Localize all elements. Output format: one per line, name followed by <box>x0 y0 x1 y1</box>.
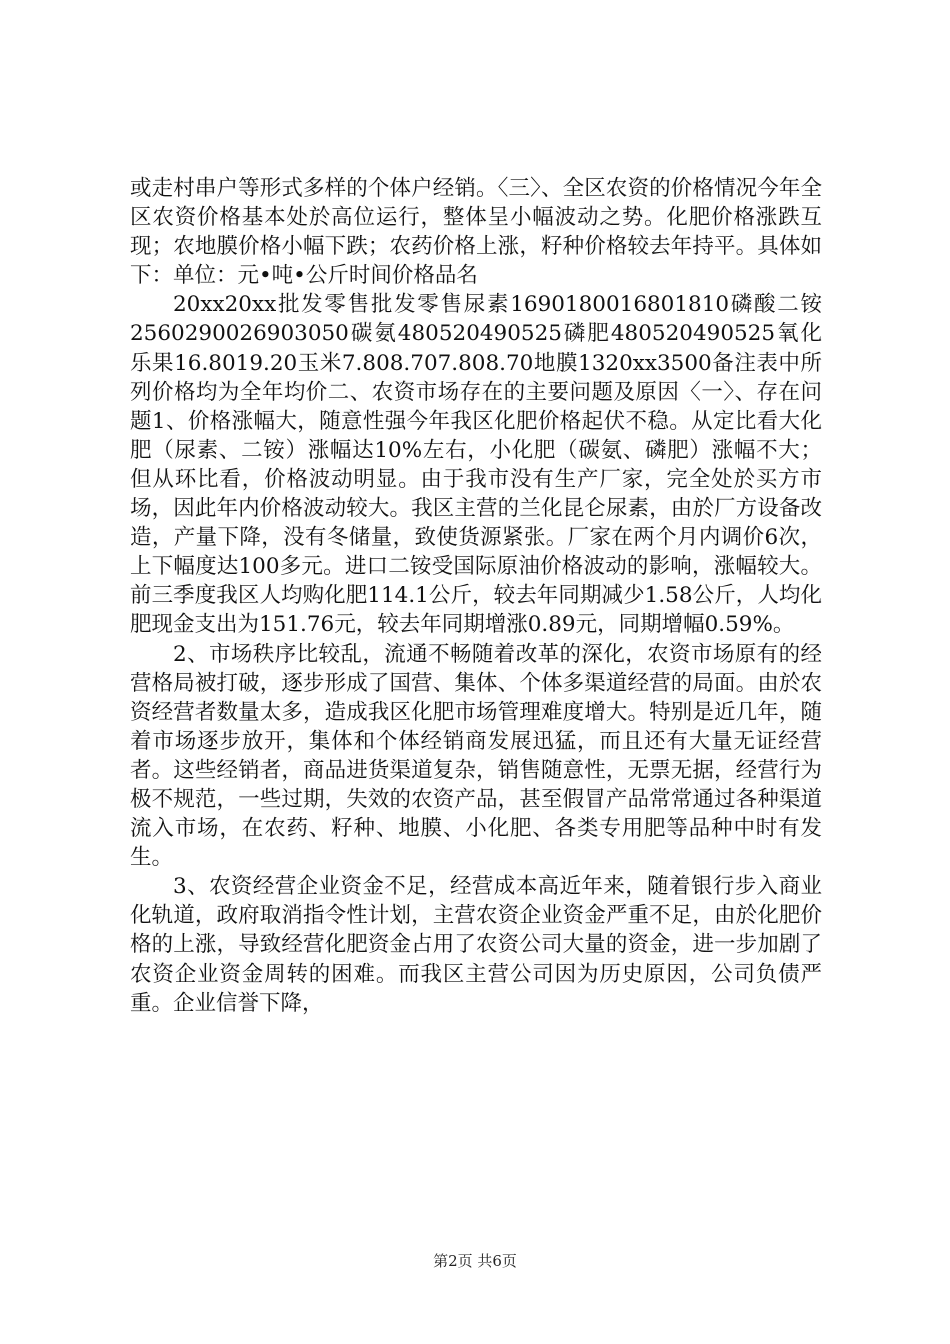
paragraph-1: 或走村串户等形式多样的个体户经销。〈三〉、全区农资的价格情况今年全区农资价格基本处於高位运行，整体呈小幅波动之势。化肥价格涨跌互现；农地膜价格小幅下跌；农药价格上涨，籽种价格较去年持平。具体如下：单位：元•吨•公斤时间价格品名 <box>130 176 822 289</box>
paragraph-3: 2、市场秩序比较乱，流通不畅随着改革的深化，农资市场原有的经营格局被打破，逐步形成了国营、集体、个体多渠道经营的局面。由於农资经营者数量太多，造成我区化肥市场管理难度增大。特别是近几年，随着市场逐步放开，集体和个体经销商发展迅猛，而且还有大量无证经营者。这些经销者，商品进货渠道复杂，销售随意性，无票无据，经营行为极不规范，一些过期，失效的农资产品，甚至假冒产品常常通过各种渠道流入市场，在农药、籽种、地膜、小化肥、各类专用肥等品种中时有发生。 <box>130 641 822 871</box>
paragraph-2: 20xx20xx批发零售批发零售尿素1690180016801810磷酸二铵2560290026903050碳氨480520490525磷肥480520490525氧化乐果16.8019.20玉米7.808.707.808.70地膜1320xx3500备注表中所列价格均为全年均价二、农资市场存在的主要问题及原因〈一〉、存在问题1、价格涨幅大，随意性强今年我区化肥价格起伏不稳。从定比看大化肥（尿素、二铵）涨幅达10%左右，小化肥（碳氨、磷肥）涨幅不大；但从环比看，价格波动明显。由于我市没有生产厂家，完全处於买方市场，因此年内价格波动较大。我区主营的兰化昆仑尿素，由於厂方设备改造，产量下降，没有冬储量，致使货源紧张。厂家在两个月内调价6次，上下幅度达100多元。进口二铵受国际原油价格波动的影响，涨幅较大。前三季度我区人均购化肥114.1公斤，较去年同期减少1.58公斤，人均化肥现金支出为151.76元，较去年同期增涨0.89元，同期增幅0.59%。 <box>130 292 822 638</box>
paragraph-4: 3、农资经营企业资金不足，经营成本高近年来，随着银行步入商业化轨道，政府取消指令性计划，主营农资企业资金严重不足，由於化肥价格的上涨，导致经营化肥资金占用了农资公司大量的资金，进一步加剧了农资企业资金周转的困难。而我区主营公司因为历史原因，公司负债严重。企业信誉下降， <box>130 874 822 1016</box>
page-number-footer: 第2页 共6页 <box>433 1252 517 1270</box>
document-body <box>130 174 822 1018</box>
